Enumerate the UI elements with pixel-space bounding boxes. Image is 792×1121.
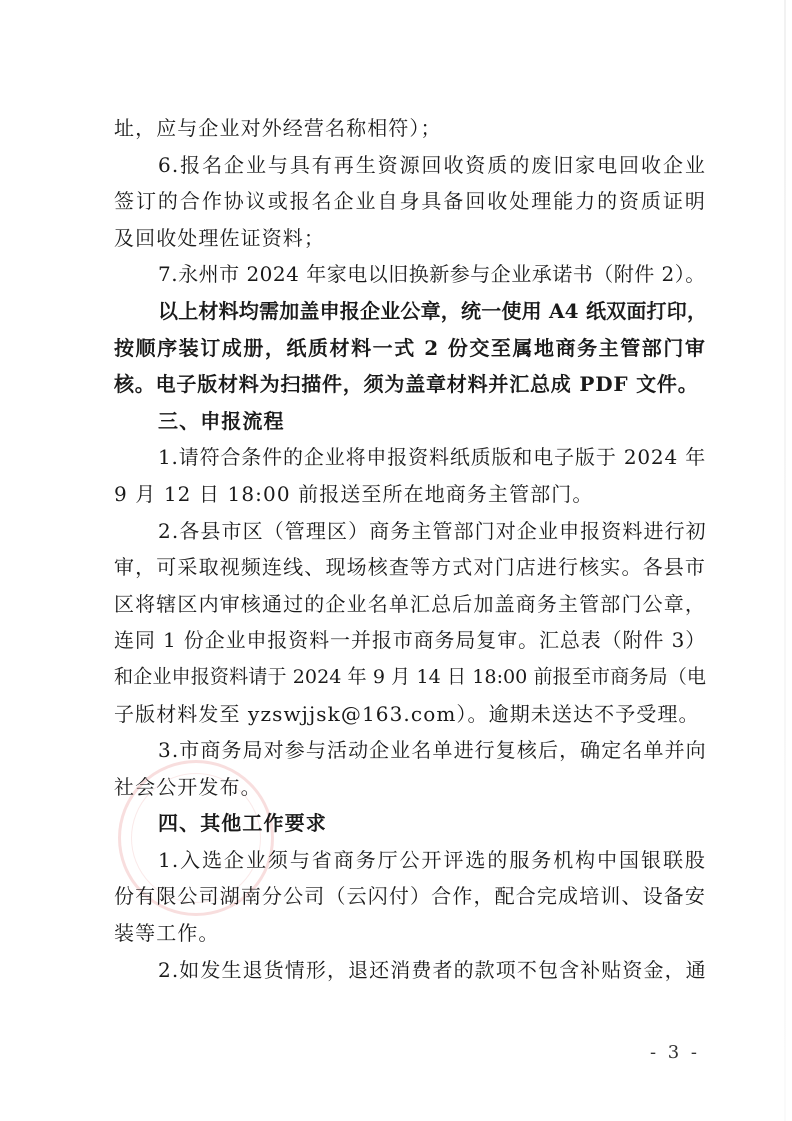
paragraph-line: 6.报名企业与具有再生资源回收资质的废旧家电回收企业 bbox=[158, 152, 706, 177]
paragraph-line: 和企业申报资料请于 2024 年 9 月 14 日 18:00 前报至市商务局（电 bbox=[114, 664, 706, 688]
page-number: - 3 - bbox=[649, 1042, 700, 1063]
paragraph-line: 连同 1 份企业申报资料一并报市商务局复审。汇总表（附件 3） bbox=[114, 628, 706, 653]
paragraph-line: 及回收处理佐证资料； bbox=[114, 225, 325, 250]
paragraph-line: 1.请符合条件的企业将申报资料纸质版和电子版于 2024 年 bbox=[158, 445, 706, 470]
paragraph-line: 区将辖区内审核通过的企业名单汇总后加盖商务主管部门公章， bbox=[114, 591, 706, 616]
bold-paragraph-line: 以上材料均需加盖申报企业公章，统一使用 A4 纸双面打印， bbox=[158, 298, 708, 323]
paragraph-line: 3.市商务局对参与活动企业名单进行复核后，确定名单并向 bbox=[158, 738, 707, 763]
paragraph-line: 2.各县市区（管理区）商务主管部门对企业申报资料进行初 bbox=[158, 518, 707, 543]
section-heading: 三、申报流程 bbox=[158, 408, 285, 433]
paragraph-line: 1.入选企业须与省商务厅公开评选的服务机构中国银联股 bbox=[158, 847, 706, 872]
paragraph-line: 址，应与企业对外经营名称相符）； bbox=[114, 116, 442, 140]
body-text bbox=[114, 110, 706, 988]
bold-paragraph-line: 按顺序装订成册，纸质材料一式 2 份交至属地商务主管部门审 bbox=[114, 335, 706, 360]
section-heading: 四、其他工作要求 bbox=[158, 811, 327, 836]
scan-edge bbox=[784, 0, 786, 1121]
paragraph-line: 9 月 12 日 18:00 前报送至所在地商务主管部门。 bbox=[114, 481, 594, 506]
paragraph-line: 装等工作。 bbox=[114, 921, 220, 946]
paragraph-line: 子版材料发至 yzswjjsk@163.com）。逾期未送达不予受理。 bbox=[114, 701, 700, 726]
paragraph-line: 审，可采取视频连线、现场核查等方式对门店进行核实。各县市 bbox=[114, 555, 706, 580]
bold-paragraph-line: 核。电子版材料为扫描件，须为盖章材料并汇总成 PDF 文件。 bbox=[114, 372, 699, 397]
paragraph-line: 社会公开发布。 bbox=[114, 774, 262, 799]
paragraph-line: 签订的合作协议或报名企业自身具备回收处理能力的资质证明 bbox=[114, 189, 706, 214]
paragraph-line: 份有限公司湖南分公司（云闪付）合作，配合完成培训、设备安 bbox=[114, 884, 706, 909]
paragraph-line: 7.永州市 2024 年家电以旧换新参与企业承诺书（附件 2）。 bbox=[158, 262, 706, 287]
paragraph-line: 2.如发生退货情形，退还消费者的款项不包含补贴资金，通 bbox=[158, 957, 707, 982]
